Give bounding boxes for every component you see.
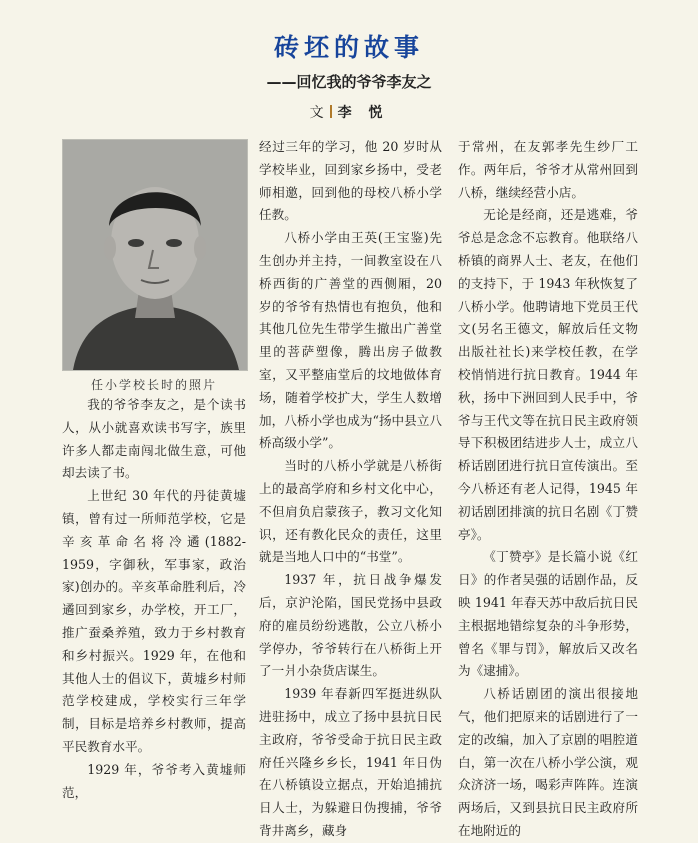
paragraph: 八桥话剧团的演出很接地气，他们把原来的话剧进行了一定的改编，加入了京剧的唱腔道白，第一次在八桥小学公演，观众济济一场，喝彩声阵阵。连演两场后，又到县抗日民主政府所在地附近的 bbox=[458, 686, 638, 838]
paragraph: 于常州，在友郭孝先生纱厂工作。两年后，爷爷才从常州回到八桥，继续经营小店。 bbox=[458, 139, 638, 200]
portrait-photo bbox=[62, 139, 248, 371]
paragraph: 我的爷爷李友之，是个读书人，从小就喜欢读书写字，族里许多人都走南闯北做生意，可他却去读了书。 bbox=[62, 397, 246, 481]
photo-caption: 任小学校长时的照片 bbox=[90, 378, 217, 392]
text-column-1 bbox=[62, 394, 246, 804]
paragraph: 经过三年的学习，他 20 岁时从学校毕业，回到家乡扬中，受老师相邀，回到他的母校八桥小学任教。 bbox=[259, 139, 442, 223]
text-column-3 bbox=[458, 136, 638, 843]
paragraph: 无论是经商，还是逃难，爷爷总是念念不忘教育。他联络八桥镇的商界人士、老友，在他们的支持下，于 1943 年秋恢复了八桥小学。他聘请地下党员王代文(另名王德文，解放后任文物出版社社长)来学校任教，在学校悄悄进行抗日教育。1944 年秋，扬中下洲回到人民手中，爷爷与王代文等在抗日民主政府领导下积极团结进步人士，成立八桥话剧团进行抗日宣传演出。至今八桥还有老人记得，1945 年初话剧团排演的抗日名剧《丁赞亭》。 bbox=[458, 207, 638, 542]
paragraph: 当时的八桥小学就是八桥街上的最高学府和乡村文化中心，不但肩负启蒙孩子，教习文化知识，还有教化民众的责任，这里就是当地人口中的“书堂”。 bbox=[259, 458, 442, 565]
byline bbox=[0, 102, 698, 122]
portrait-illustration bbox=[63, 140, 247, 370]
article-title: 砖坯的故事 bbox=[273, 33, 424, 62]
paragraph: 《丁赞亭》是长篇小说《红日》的作者吴强的话剧作品，反映 1941 年春天苏中敌后抗日民主根据地错综复杂的斗争形势，曾名《罪与罚》，解放后又改名为《逮捕》。 bbox=[458, 549, 638, 679]
paragraph: 1937 年，抗日战争爆发后，京沪沦陷，国民党扬中县政府的雇员纷纷逃散，公立八桥小学停办，爷爷转行在八桥街上开了一爿小杂货店谋生。 bbox=[259, 572, 442, 679]
byline-prefix: 文 bbox=[309, 105, 324, 121]
paragraph: 八桥小学由王英(王宝鉴)先生创办并主持，一间教室设在八桥西街的广善堂的西侧厢，20 岁的爷爷有热情也有抱负，他和其他几位先生带学生撤出广善堂里的菩萨塑像，腾出房子做教室，又平整庙堂后的坟地做体育场，随着学校扩大，学生人数增加，八桥小学也成为“扬中县立八桥高级小学”。 bbox=[259, 230, 442, 451]
byline-divider bbox=[330, 105, 332, 118]
byline-author: 李 悦 bbox=[337, 105, 389, 121]
article-subtitle: ——回忆我的爷爷李友之 bbox=[266, 73, 432, 91]
text-column-2 bbox=[259, 136, 442, 843]
paragraph: 1939 年春新四军挺进纵队进驻扬中，成立了扬中县抗日民主政府，爷爷受命于抗日民主政府任兴隆乡乡长，1941 年日伪在八桥镇设立据点，开始追捕抗日人士，为躲避日伪搜捕，爷爷背井离乡，藏身 bbox=[259, 686, 442, 838]
paragraph: 1929 年，爷爷考入黄墟师范， bbox=[62, 761, 246, 800]
paragraph: 上世纪 30 年代的丹徒黄墟镇，曾有过一所师范学校，它是辛亥革命名将冷遹(1882-1959，字御秋，军事家，政治家)创办的。辛亥革命胜利后，冷遹回到家乡，办学校，开工厂，推广蚕桑养殖，致力于乡村教育和乡村振兴。1929 年，在他和其他人士的倡议下，黄墟乡村师范学校建成，学校实行三年学制，目标是培养乡村教师，提高平民教育水平。 bbox=[62, 488, 246, 754]
